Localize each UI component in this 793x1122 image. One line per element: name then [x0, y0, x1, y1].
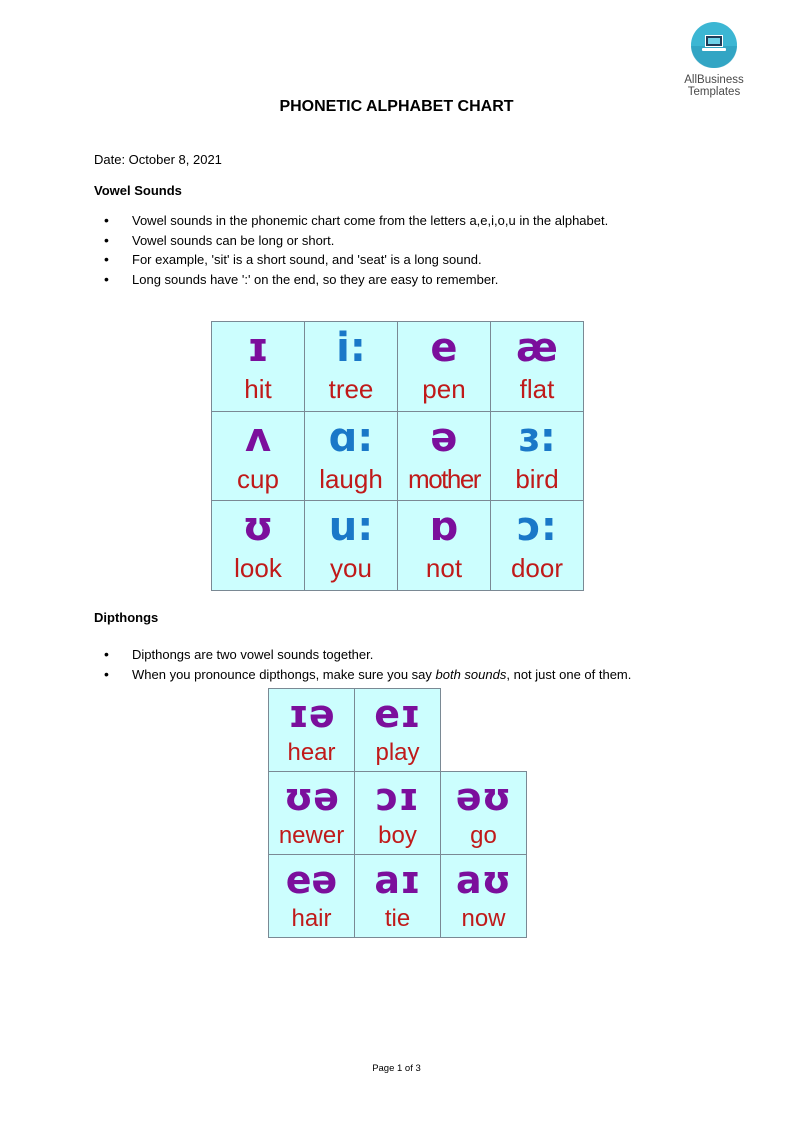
- vowel-phoneme-symbol: ɒ: [429, 504, 459, 550]
- vowel-sounds-heading: Vowel Sounds: [94, 183, 182, 198]
- page-title: PHONETIC ALPHABET CHART: [279, 98, 514, 115]
- vowel-phoneme-cell: [490, 500, 584, 591]
- vowel-bullet: • Vowel sounds in the phonemic chart come from the letters a,e,i,o,u in the alphabet.: [94, 211, 608, 231]
- vowel-phoneme-cell: [211, 321, 305, 412]
- vowel-phoneme-word: pen: [422, 374, 466, 404]
- page-footer: Page 1 of 3: [372, 1063, 421, 1074]
- vowel-phoneme-symbol: ɔ:: [517, 504, 557, 550]
- dipthong-bullet-text-end: , not just one of them.: [506, 666, 632, 682]
- vowel-phoneme-word: hit: [244, 374, 272, 404]
- vowel-phoneme-word: flat: [519, 374, 555, 404]
- logo-text: [680, 74, 748, 98]
- dipthong-phoneme-symbol: eə: [285, 858, 338, 902]
- vowel-phoneme-symbol: ə: [430, 414, 458, 461]
- dipthong-phoneme-symbol: ʊə: [283, 775, 340, 819]
- vowel-phoneme-cell: [211, 500, 305, 591]
- dipthong-phoneme-symbol: ɪə: [288, 692, 335, 736]
- company-logo: [680, 22, 748, 98]
- vowel-phoneme-cell: [304, 500, 398, 591]
- dipthong-phoneme-cell: [354, 771, 441, 855]
- vowel-bullet: • Long sounds have ':' on the end, so they are easy to remember.: [94, 270, 608, 290]
- vowel-phoneme-symbol: ʊ: [242, 504, 274, 550]
- vowel-phoneme-word: tree: [328, 374, 374, 404]
- dipthong-bullet-list: [94, 645, 631, 684]
- vowel-phoneme-cell: [304, 411, 398, 502]
- vowel-phoneme-cell: [490, 321, 584, 412]
- vowel-phoneme-cell: [304, 321, 398, 412]
- vowel-bullet: • For example, 'sit' is a short sound, and 'seat' is a long sound.: [94, 250, 608, 270]
- vowel-phoneme-symbol: æ: [516, 325, 558, 371]
- vowel-phoneme-word: laugh: [319, 463, 383, 494]
- dipthong-phoneme-symbol: aʊ: [456, 858, 511, 902]
- logo-line-1: AllBusiness: [684, 74, 744, 86]
- vowel-chart: [211, 321, 583, 590]
- dipthong-bullet-text: When you pronounce dipthongs, make sure you say: [132, 666, 436, 682]
- vowel-phoneme-symbol: i:: [336, 325, 366, 371]
- dipthong-phoneme-word: play: [375, 739, 420, 766]
- vowel-phoneme-word: not: [425, 553, 463, 583]
- vowel-phoneme-symbol: ɑ:: [328, 414, 374, 461]
- dipthong-phoneme-cell: [268, 771, 355, 855]
- vowel-phoneme-word: look: [234, 553, 282, 583]
- dipthong-phoneme-cell: [268, 688, 355, 772]
- vowel-phoneme-cell: [490, 411, 584, 502]
- vowel-phoneme-cell: [397, 500, 491, 591]
- dipthong-phoneme-cell: [268, 854, 355, 938]
- dipthong-phoneme-word: hear: [287, 739, 336, 766]
- date-line: Date: October 8, 2021: [94, 152, 222, 167]
- vowel-phoneme-symbol: e: [430, 325, 458, 371]
- vowel-phoneme-cell: [397, 321, 491, 412]
- dipthong-phoneme-word: tie: [384, 905, 411, 932]
- dipthongs-heading: Dipthongs: [94, 610, 159, 625]
- vowel-phoneme-word: bird: [515, 463, 559, 494]
- dipthong-phoneme-word: now: [461, 905, 506, 932]
- vowel-bullet: • Vowel sounds can be long or short.: [94, 231, 608, 251]
- vowel-phoneme-symbol: ɪ: [247, 325, 269, 371]
- dipthong-bullet-text: Dipthongs are two vowel sounds together.: [132, 647, 374, 662]
- laptop-icon: [691, 22, 737, 68]
- dipthong-phoneme-cell: [440, 854, 527, 938]
- dipthong-phoneme-cell: [354, 854, 441, 938]
- dipthong-phoneme-symbol: aɪ: [374, 858, 421, 902]
- vowel-phoneme-symbol: ʌ: [244, 414, 272, 461]
- logo-line-2: Templates: [687, 86, 741, 98]
- dipthong-phoneme-cell: [354, 688, 441, 772]
- dipthong-phoneme-cell: [440, 771, 527, 855]
- dipthong-phoneme-symbol: ɔɪ: [375, 775, 420, 819]
- dipthong-phoneme-word: hair: [291, 905, 332, 932]
- vowel-phoneme-word: mother: [408, 463, 480, 494]
- dipthong-chart: [268, 688, 526, 937]
- dipthong-phoneme-word: go: [470, 822, 497, 849]
- vowel-phoneme-cell: [397, 411, 491, 502]
- dipthong-phoneme-word: boy: [378, 822, 417, 849]
- dipthong-phoneme-word: newer: [278, 822, 345, 849]
- vowel-phoneme-word: you: [330, 553, 372, 583]
- dipthong-phoneme-symbol: əʊ: [455, 775, 512, 819]
- vowel-phoneme-word: door: [510, 553, 564, 583]
- vowel-bullet-list: [94, 211, 608, 289]
- vowel-phoneme-symbol: u:: [328, 504, 374, 550]
- dipthong-bullet: [94, 645, 631, 665]
- dipthong-bullet-emphasis: both sounds: [435, 666, 507, 682]
- vowel-phoneme-word: cup: [237, 463, 279, 494]
- vowel-phoneme-cell: [211, 411, 305, 502]
- dipthong-bullet: [94, 665, 631, 685]
- vowel-phoneme-symbol: ɜ:: [518, 414, 556, 461]
- dipthong-phoneme-symbol: eɪ: [374, 692, 421, 736]
